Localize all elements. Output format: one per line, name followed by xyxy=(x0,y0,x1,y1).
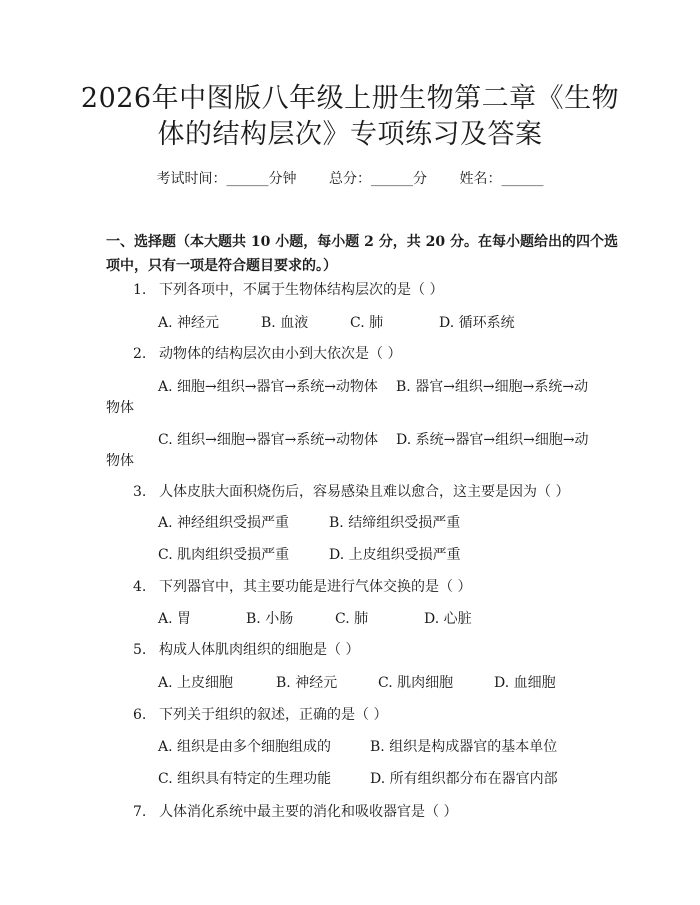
option-d: D. 所有组织都分布在器官内部 xyxy=(370,771,558,787)
option-b: B. 小肠 xyxy=(246,611,294,627)
option-a: A. 细胞→组织→器官→系统→动物体 xyxy=(158,379,378,395)
page-title-line1: 2026年中图版八年级上册生物第二章《生物 xyxy=(80,83,620,114)
question-number: 1. xyxy=(133,282,147,298)
question-number: 3. xyxy=(133,484,147,500)
question-stem: 构成人体肌肉组织的细胞是（ ） xyxy=(159,642,360,658)
option-c: C. 组织具有特定的生理功能 xyxy=(158,771,332,787)
question-5 xyxy=(133,640,359,660)
option-b-continuation: 物体 xyxy=(106,400,134,416)
question-1 xyxy=(133,280,443,300)
option-c: C. 肌肉组织受损严重 xyxy=(158,547,290,563)
question-4 xyxy=(133,577,471,597)
question-7 xyxy=(133,802,457,822)
option-b: B. 血液 xyxy=(261,315,309,331)
option-d: D. 心脏 xyxy=(424,611,472,627)
option-b: B. 组织是构成器官的基本单位 xyxy=(370,739,558,755)
option-b: B. 神经元 xyxy=(276,675,338,691)
question-stem: 下列各项中，不属于生物体结构层次的是（ ） xyxy=(159,282,444,298)
question-number: 2. xyxy=(133,346,147,362)
option-d: D. 系统→器官→组织→细胞→动 xyxy=(396,432,589,448)
option-c: C. 肌肉细胞 xyxy=(378,675,454,691)
question-stem: 人体消化系统中最主要的消化和吸收器官是（ ） xyxy=(159,804,458,820)
student-name-field: 姓名：______ xyxy=(459,171,544,187)
exam-time-field: 考试时间：______分钟 xyxy=(156,171,297,187)
question-stem: 人体皮肤大面积烧伤后，容易感染且难以愈合，这主要是因为（ ） xyxy=(159,484,570,500)
option-b: B. 器官→组织→细胞→系统→动 xyxy=(396,379,589,395)
question-number: 6. xyxy=(133,707,147,723)
option-a: A. 神经组织受损严重 xyxy=(158,515,290,531)
question-stem: 下列关于组织的叙述，正确的是（ ） xyxy=(159,707,388,723)
option-c: C. 组织→细胞→器官→系统→动物体 xyxy=(158,432,379,448)
option-a: A. 胃 xyxy=(158,611,192,627)
option-d: D. 循环系统 xyxy=(439,315,515,331)
exam-meta xyxy=(0,169,700,189)
question-6 xyxy=(133,705,387,725)
option-a: A. 上皮细胞 xyxy=(158,675,234,691)
question-3 xyxy=(133,482,569,502)
section-heading-choice: 一、选择题（本大题共 10 小题，每小题 2 分，共 20 分。在每小题给出的四个选项中，只有一项是符合题目要求的。） xyxy=(106,234,618,274)
question-stem: 动物体的结构层次由小到大依次是（ ） xyxy=(159,346,402,362)
question-stem: 下列器官中，其主要功能是进行气体交换的是（ ） xyxy=(159,579,472,595)
question-2 xyxy=(133,344,401,364)
option-d-continuation: 物体 xyxy=(106,453,134,469)
question-number: 7. xyxy=(133,804,147,820)
total-score-field: 总分：______分 xyxy=(329,171,427,187)
option-c: C. 肺 xyxy=(335,611,369,627)
option-b: B. 结缔组织受损严重 xyxy=(329,515,461,531)
page-title-line2: 体的结构层次》专项练习及答案 xyxy=(157,119,543,150)
option-d: D. 血细胞 xyxy=(494,675,556,691)
question-number: 5. xyxy=(133,642,147,658)
option-a: A. 神经元 xyxy=(158,315,220,331)
option-c: C. 肺 xyxy=(350,315,384,331)
question-number: 4. xyxy=(133,579,147,595)
option-d: D. 上皮组织受损严重 xyxy=(329,547,461,563)
option-a: A. 组织是由多个细胞组成的 xyxy=(158,739,332,755)
